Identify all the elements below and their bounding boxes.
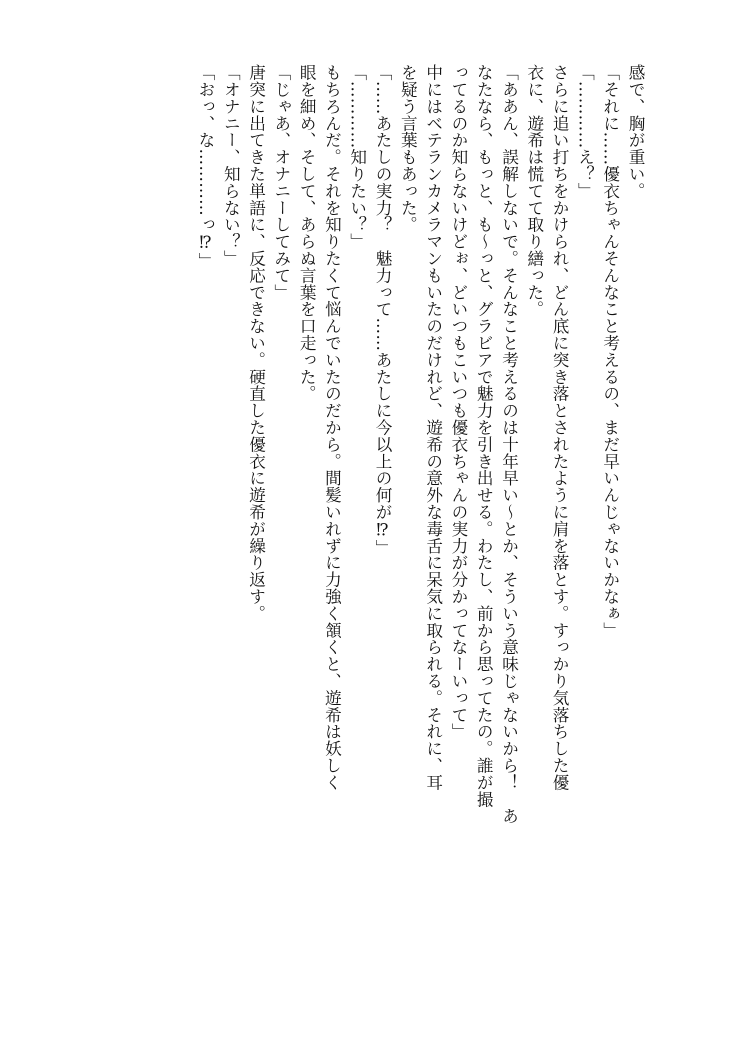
text-line: 「ああん、誤解しないで。そんなこと考えるのは十年早い～とか、そういう意味じゃないから！ あ — [499, 64, 519, 825]
text-line: 「オナニー、知らない？」 — [221, 64, 241, 267]
text-line: 衣に、遊希は慌てて取り繕った。 — [524, 64, 544, 318]
text-line: 唐突に出てきた単語に、反応できない。硬直した優衣に遊希が繰り返す。 — [246, 64, 266, 622]
text-line: 中にはベテランカメラマンもいたのだけれど、遊希の意外な毒舌に呆気に取られる。それに、耳 — [423, 64, 443, 791]
text-line: もちろんだ。それを知りたくて悩んでいたのだから。間髪いれずに力強く頷くと、遊希は妖しく — [322, 64, 342, 791]
text-line: 「…………知りたい？」 — [347, 64, 367, 250]
text-line: 「…………え？」 — [575, 64, 595, 200]
text-line: 眼を細め、そして、あらぬ言葉を口走った。 — [297, 64, 317, 402]
text-line: 「じゃあ、オナニーしてみて」 — [271, 64, 291, 301]
text-line: 感で、胸が重い。 — [626, 64, 645, 200]
text-line: 「……あたしの実力？ 魅力って……あたしに今以上の何が⁉」 — [373, 64, 393, 557]
text-line: なたなら、もっと、も～っと、グラビアで魅力を引き出せる。わたし、前から思ってたの。誰が撮 — [474, 64, 494, 808]
vertical-text-block — [193, 64, 648, 984]
text-line: ってるのか知らないけどぉ、どいつもこいつも優衣ちゃんの実力が分かってなーいって」 — [448, 64, 468, 740]
text-line: を疑う言葉もあった。 — [398, 64, 418, 233]
text-line: 「それに……優衣ちゃんそんなこと考えるの、まだ早いんじゃないかなぁ」 — [600, 64, 620, 639]
text-line: 「おっ、な…………っ⁉」 — [195, 64, 215, 270]
text-line: さらに追い打ちをかけられ、どん底に突き落とされたように肩を落とす。すっかり気落ちした優 — [550, 64, 570, 791]
